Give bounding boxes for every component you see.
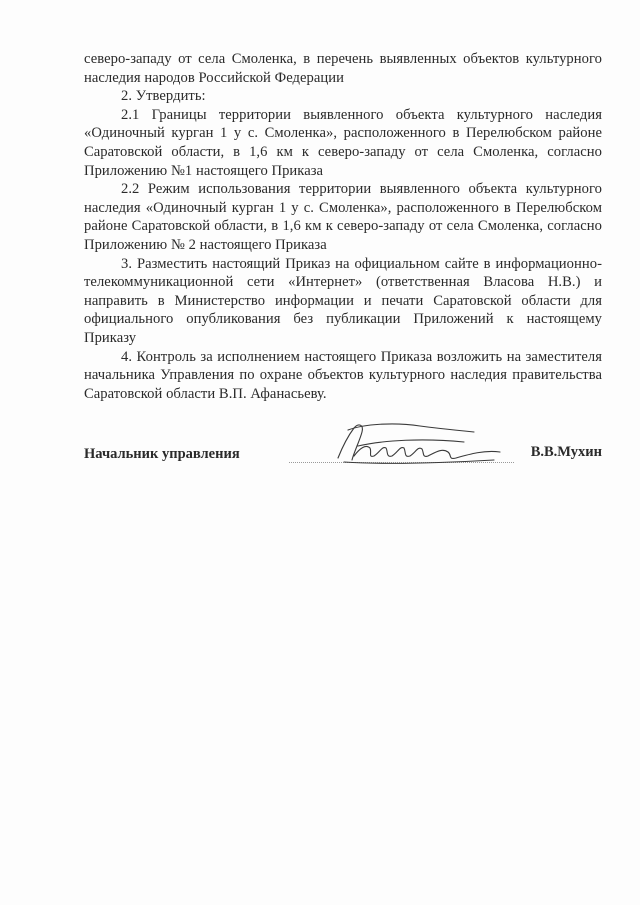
signatory-name: В.В.Мухин: [530, 444, 602, 460]
handwritten-signature: [324, 418, 514, 468]
signatory-title: Начальник управления: [84, 446, 240, 462]
paragraph-1-continuation: северо-западу от села Смоленка, в перечень выявленных объектов культурного наследия народов Российской Федерации: [84, 51, 602, 86]
paragraph-2-2-regime: 2.2 Режим использования территории выявленного объекта культурного наследия «Одиночный курган 1 у с. Смоленка», расположенного в Перелюбском районе Саратовской области, в 1,6 км к северо-западу от села Смоленка, согласно Приложению № 2 настоящего Приказа: [84, 181, 602, 253]
paragraph-2-1-boundaries: 2.1 Границы территории выявленного объекта культурного наследия «Одиночный курган 1 у с. Смоленка», расположенного в Перелюбском районе Саратовской области, в 1,6 км к северо-западу от села Смоленка, согласно Приложению №1 настоящего Приказа: [84, 106, 602, 179]
paragraph-3-publish: 3. Разместить настоящий Приказ на официальном сайте в информационно-телекоммуникационной сети «Интернет» (ответственная Власова Н.В.) и направить в Министерство информации и печати Саратовской области для официального опубликования без публикации Приложений к настоящему Приказу: [84, 255, 602, 346]
signature-block: [84, 418, 602, 478]
document-body: [84, 50, 602, 403]
paragraph-2-approve: 2. Утвердить:: [121, 88, 206, 105]
paragraph-4-control: 4. Контроль за исполнением настоящего Приказа возложить на заместителя начальника Управления по охране объектов культурного наследия правительства Саратовской области В.П. Афанасьеву.: [84, 348, 602, 402]
